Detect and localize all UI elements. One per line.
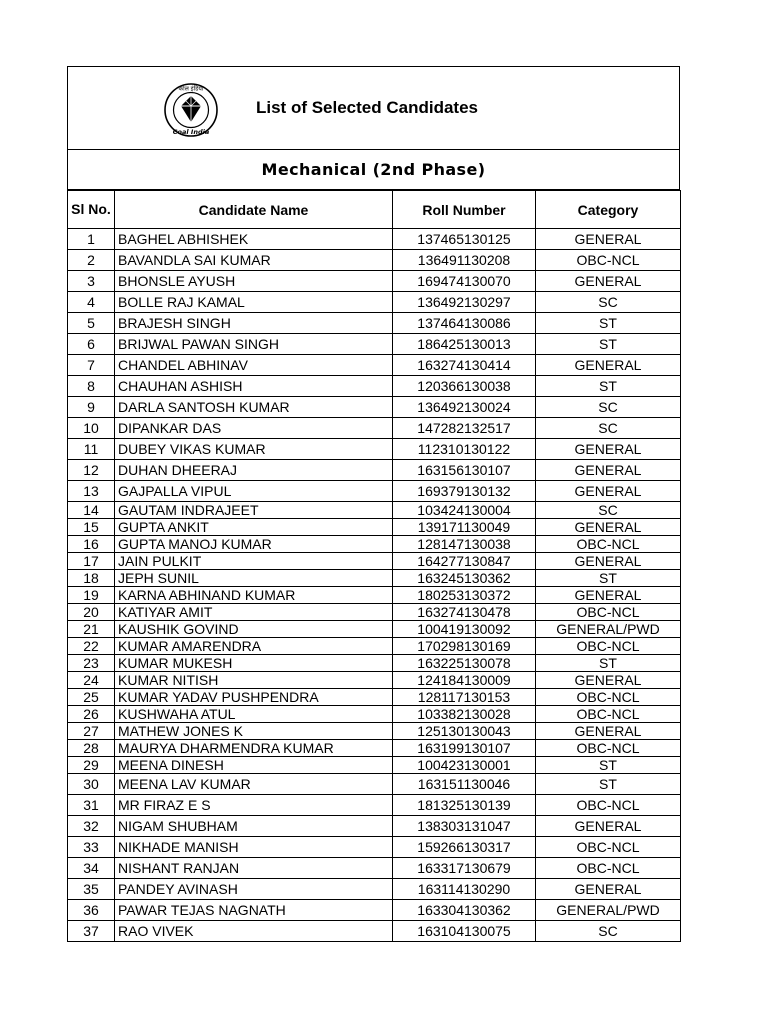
column-header-category: Category (536, 191, 681, 229)
category-cell: GENERAL (536, 481, 681, 502)
candidate-name-cell: JEPH SUNIL (115, 570, 393, 587)
roll-number-cell: 186425130013 (393, 334, 536, 355)
candidate-name-cell: MATHEW JONES K (115, 723, 393, 740)
category-cell: GENERAL (536, 672, 681, 689)
table-row (68, 229, 681, 250)
table-row (68, 757, 681, 774)
candidate-name-cell: NISHANT RANJAN (115, 858, 393, 879)
candidate-name-cell: BHONSLE AYUSH (115, 271, 393, 292)
roll-number-cell: 100419130092 (393, 621, 536, 638)
sl-no-cell: 22 (68, 638, 115, 655)
category-cell: GENERAL (536, 553, 681, 570)
candidate-name-cell: MR FIRAZ E S (115, 795, 393, 816)
sl-no-cell: 3 (68, 271, 115, 292)
section-subtitle: Mechanical (2nd Phase) (67, 150, 680, 190)
table-row (68, 418, 681, 439)
category-cell: GENERAL (536, 460, 681, 481)
sl-no-cell: 15 (68, 519, 115, 536)
sl-no-cell: 19 (68, 587, 115, 604)
candidate-name-cell: KAUSHIK GOVIND (115, 621, 393, 638)
candidate-name-cell: KUMAR MUKESH (115, 655, 393, 672)
table-row (68, 816, 681, 837)
table-row (68, 460, 681, 481)
category-cell: OBC-NCL (536, 740, 681, 757)
candidate-name-cell: BRIJWAL PAWAN SINGH (115, 334, 393, 355)
candidate-name-cell: BAVANDLA SAI KUMAR (115, 250, 393, 271)
sl-no-cell: 24 (68, 672, 115, 689)
candidate-name-cell: BRAJESH SINGH (115, 313, 393, 334)
sl-no-cell: 6 (68, 334, 115, 355)
table-body (68, 229, 681, 942)
roll-number-cell: 163151130046 (393, 774, 536, 795)
roll-number-cell: 170298130169 (393, 638, 536, 655)
roll-number-cell: 103382130028 (393, 706, 536, 723)
category-cell: OBC-NCL (536, 250, 681, 271)
table-row (68, 921, 681, 942)
roll-number-cell: 180253130372 (393, 587, 536, 604)
candidate-name-cell: DARLA SANTOSH KUMAR (115, 397, 393, 418)
sl-no-cell: 16 (68, 536, 115, 553)
table-row (68, 740, 681, 757)
candidate-name-cell: NIKHADE MANISH (115, 837, 393, 858)
table-row (68, 313, 681, 334)
table-row (68, 250, 681, 271)
table-row (68, 481, 681, 502)
roll-number-cell: 163104130075 (393, 921, 536, 942)
roll-number-cell: 103424130004 (393, 502, 536, 519)
sl-no-cell: 20 (68, 604, 115, 621)
roll-number-cell: 163156130107 (393, 460, 536, 481)
roll-number-cell: 136492130024 (393, 397, 536, 418)
table-row (68, 900, 681, 921)
roll-number-cell: 163304130362 (393, 900, 536, 921)
table-row (68, 604, 681, 621)
category-cell: GENERAL (536, 229, 681, 250)
roll-number-cell: 169474130070 (393, 271, 536, 292)
roll-number-cell: 164277130847 (393, 553, 536, 570)
table-row (68, 536, 681, 553)
sl-no-cell: 1 (68, 229, 115, 250)
title-box (67, 66, 680, 150)
sl-no-cell: 9 (68, 397, 115, 418)
candidate-name-cell: PANDEY AVINASH (115, 879, 393, 900)
table-row (68, 723, 681, 740)
category-cell: OBC-NCL (536, 706, 681, 723)
candidate-name-cell: NIGAM SHUBHAM (115, 816, 393, 837)
candidate-name-cell: GUPTA ANKIT (115, 519, 393, 536)
table-row (68, 621, 681, 638)
sl-no-cell: 5 (68, 313, 115, 334)
table-row (68, 837, 681, 858)
candidate-name-cell: MEENA LAV KUMAR (115, 774, 393, 795)
roll-number-cell: 163274130478 (393, 604, 536, 621)
category-cell: SC (536, 418, 681, 439)
column-header-candidate-name: Candidate Name (115, 191, 393, 229)
sl-no-cell: 18 (68, 570, 115, 587)
candidate-name-cell: CHANDEL ABHINAV (115, 355, 393, 376)
category-cell: SC (536, 292, 681, 313)
category-cell: GENERAL (536, 816, 681, 837)
table-row (68, 334, 681, 355)
table-row (68, 397, 681, 418)
table-row (68, 879, 681, 900)
candidate-name-cell: GUPTA MANOJ KUMAR (115, 536, 393, 553)
sl-no-cell: 23 (68, 655, 115, 672)
sl-no-cell: 36 (68, 900, 115, 921)
candidate-name-cell: KUMAR AMARENDRA (115, 638, 393, 655)
sl-no-cell: 2 (68, 250, 115, 271)
category-cell: ST (536, 376, 681, 397)
sl-no-cell: 35 (68, 879, 115, 900)
roll-number-cell: 100423130001 (393, 757, 536, 774)
sl-no-cell: 26 (68, 706, 115, 723)
sl-no-cell: 31 (68, 795, 115, 816)
roll-number-cell: 128147130038 (393, 536, 536, 553)
roll-number-cell: 124184130009 (393, 672, 536, 689)
roll-number-cell: 163114130290 (393, 879, 536, 900)
coal-india-logo (163, 82, 219, 138)
candidate-name-cell: PAWAR TEJAS NAGNATH (115, 900, 393, 921)
candidate-name-cell: MEENA DINESH (115, 757, 393, 774)
page-title: List of Selected Candidates (256, 98, 478, 117)
roll-number-cell: 138303131047 (393, 816, 536, 837)
roll-number-cell: 137465130125 (393, 229, 536, 250)
table-row (68, 795, 681, 816)
sl-no-cell: 34 (68, 858, 115, 879)
column-header-sl-no: Sl No. (68, 191, 115, 229)
table-row (68, 553, 681, 570)
category-cell: OBC-NCL (536, 604, 681, 621)
roll-number-cell: 137464130086 (393, 313, 536, 334)
roll-number-cell: 136491130208 (393, 250, 536, 271)
logo-text-bottom: Coal India (172, 128, 210, 136)
column-header-roll-number: Roll Number (393, 191, 536, 229)
sl-no-cell: 13 (68, 481, 115, 502)
category-cell: SC (536, 921, 681, 942)
sl-no-cell: 27 (68, 723, 115, 740)
candidate-name-cell: CHAUHAN ASHISH (115, 376, 393, 397)
table-row (68, 587, 681, 604)
candidate-name-cell: KATIYAR AMIT (115, 604, 393, 621)
sl-no-cell: 8 (68, 376, 115, 397)
candidate-name-cell: KUMAR NITISH (115, 672, 393, 689)
document-sheet (67, 66, 680, 942)
candidate-name-cell: KUMAR YADAV PUSHPENDRA (115, 689, 393, 706)
candidate-name-cell: DUHAN DHEERAJ (115, 460, 393, 481)
category-cell: SC (536, 397, 681, 418)
category-cell: GENERAL (536, 439, 681, 460)
candidate-name-cell: GAUTAM INDRAJEET (115, 502, 393, 519)
table-row (68, 439, 681, 460)
roll-number-cell: 112310130122 (393, 439, 536, 460)
category-cell: GENERAL/PWD (536, 621, 681, 638)
category-cell: GENERAL/PWD (536, 900, 681, 921)
table-row (68, 774, 681, 795)
category-cell: GENERAL (536, 271, 681, 292)
roll-number-cell: 163199130107 (393, 740, 536, 757)
table-row (68, 376, 681, 397)
roll-number-cell: 163274130414 (393, 355, 536, 376)
roll-number-cell: 181325130139 (393, 795, 536, 816)
sl-no-cell: 11 (68, 439, 115, 460)
candidate-name-cell: KUSHWAHA ATUL (115, 706, 393, 723)
category-cell: ST (536, 313, 681, 334)
sl-no-cell: 12 (68, 460, 115, 481)
category-cell: GENERAL (536, 355, 681, 376)
candidate-name-cell: GAJPALLA VIPUL (115, 481, 393, 502)
table-row (68, 519, 681, 536)
roll-number-cell: 163225130078 (393, 655, 536, 672)
table-header-row (68, 191, 681, 229)
candidate-name-cell: MAURYA DHARMENDRA KUMAR (115, 740, 393, 757)
sl-no-cell: 17 (68, 553, 115, 570)
candidate-name-cell: JAIN PULKIT (115, 553, 393, 570)
table-row (68, 689, 681, 706)
category-cell: OBC-NCL (536, 795, 681, 816)
roll-number-cell: 136492130297 (393, 292, 536, 313)
category-cell: OBC-NCL (536, 837, 681, 858)
table-row (68, 570, 681, 587)
sl-no-cell: 32 (68, 816, 115, 837)
category-cell: ST (536, 774, 681, 795)
sl-no-cell: 28 (68, 740, 115, 757)
category-cell: ST (536, 570, 681, 587)
roll-number-cell: 159266130317 (393, 837, 536, 858)
roll-number-cell: 139171130049 (393, 519, 536, 536)
roll-number-cell: 163245130362 (393, 570, 536, 587)
sl-no-cell: 10 (68, 418, 115, 439)
candidate-name-cell: RAO VIVEK (115, 921, 393, 942)
candidate-name-cell: BAGHEL ABHISHEK (115, 229, 393, 250)
candidate-name-cell: DIPANKAR DAS (115, 418, 393, 439)
category-cell: OBC-NCL (536, 689, 681, 706)
candidate-name-cell: BOLLE RAJ KAMAL (115, 292, 393, 313)
table-row (68, 355, 681, 376)
candidate-name-cell: KARNA ABHINAND KUMAR (115, 587, 393, 604)
sl-no-cell: 33 (68, 837, 115, 858)
category-cell: GENERAL (536, 587, 681, 604)
roll-number-cell: 125130130043 (393, 723, 536, 740)
category-cell: ST (536, 655, 681, 672)
table-row (68, 638, 681, 655)
sl-no-cell: 25 (68, 689, 115, 706)
sl-no-cell: 29 (68, 757, 115, 774)
table-row (68, 292, 681, 313)
category-cell: GENERAL (536, 723, 681, 740)
category-cell: OBC-NCL (536, 536, 681, 553)
sl-no-cell: 30 (68, 774, 115, 795)
category-cell: OBC-NCL (536, 638, 681, 655)
roll-number-cell: 120366130038 (393, 376, 536, 397)
sl-no-cell: 7 (68, 355, 115, 376)
category-cell: ST (536, 757, 681, 774)
table-row (68, 655, 681, 672)
sl-no-cell: 4 (68, 292, 115, 313)
roll-number-cell: 128117130153 (393, 689, 536, 706)
table-row (68, 706, 681, 723)
category-cell: OBC-NCL (536, 858, 681, 879)
roll-number-cell: 169379130132 (393, 481, 536, 502)
roll-number-cell: 147282132517 (393, 418, 536, 439)
sl-no-cell: 37 (68, 921, 115, 942)
logo-text-top: कोल इंडिया (178, 85, 204, 93)
category-cell: GENERAL (536, 879, 681, 900)
candidate-name-cell: DUBEY VIKAS KUMAR (115, 439, 393, 460)
category-cell: GENERAL (536, 519, 681, 536)
category-cell: ST (536, 334, 681, 355)
category-cell: SC (536, 502, 681, 519)
table-row (68, 672, 681, 689)
candidates-table (67, 190, 681, 942)
table-row (68, 502, 681, 519)
sl-no-cell: 21 (68, 621, 115, 638)
sl-no-cell: 14 (68, 502, 115, 519)
table-row (68, 858, 681, 879)
table-row (68, 271, 681, 292)
roll-number-cell: 163317130679 (393, 858, 536, 879)
